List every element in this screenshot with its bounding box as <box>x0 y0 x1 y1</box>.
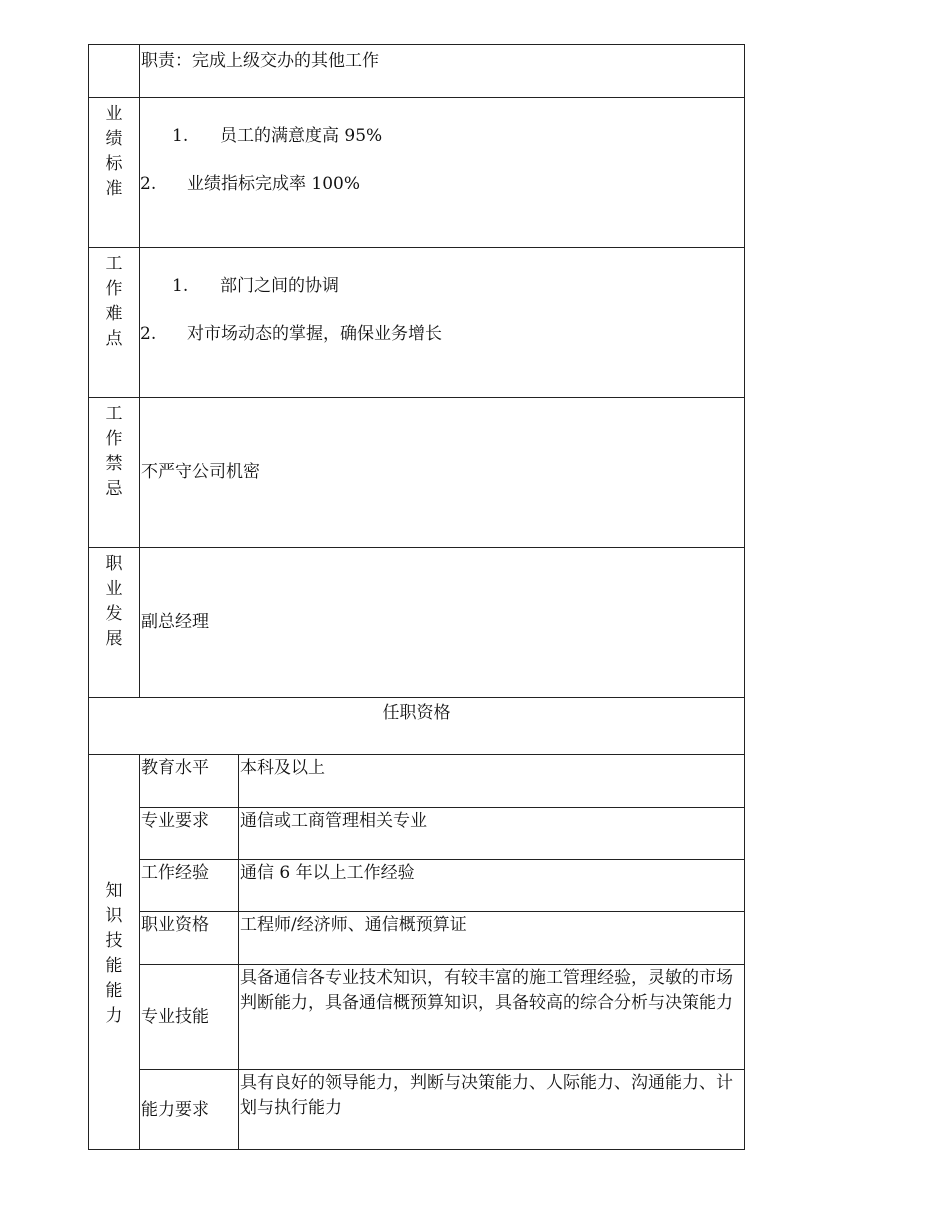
difficulty-content-cell <box>140 248 745 398</box>
table-row <box>89 1070 745 1150</box>
list-item-number: 1. <box>172 126 189 146</box>
list-item-number: 2. <box>140 324 157 344</box>
list-item-text: 部门之间的协调 <box>220 276 339 296</box>
qualification-row-value: 本科及以上 <box>239 755 745 808</box>
taboo-label-cell <box>89 398 140 548</box>
qualification-group-label: 知识技能能力 <box>105 881 123 1026</box>
taboo-content-cell <box>140 398 745 548</box>
table-row <box>89 860 745 912</box>
table-row <box>89 965 745 1070</box>
taboo-row <box>89 398 745 548</box>
duty-text: 职责：完成上级交办的其他工作 <box>141 51 379 71</box>
duty-content-cell <box>140 45 745 98</box>
career-label: 职业发展 <box>105 554 123 649</box>
qualification-row-label: 职业资格 <box>140 912 239 965</box>
qualification-group-label-cell <box>89 755 140 1150</box>
table-row <box>89 808 745 860</box>
difficulty-label: 工作难点 <box>105 254 123 349</box>
qualification-row-label: 能力要求 <box>140 1070 239 1150</box>
list-item <box>140 172 744 202</box>
career-label-cell <box>89 548 140 698</box>
career-content-cell <box>140 548 745 698</box>
list-item-text: 对市场动态的掌握，确保业务增长 <box>187 324 442 344</box>
qualification-row-value: 通信 6 年以上工作经验 <box>239 860 745 912</box>
list-item <box>140 124 744 172</box>
difficulty-label-cell <box>89 248 140 398</box>
qualification-row-value: 具有良好的领导能力，判断与决策能力、人际能力、沟通能力、计划与执行能力 <box>239 1070 745 1150</box>
qualification-title: 任职资格 <box>89 698 745 755</box>
difficulty-list <box>140 248 744 352</box>
performance-label: 业绩标准 <box>105 104 123 199</box>
qualification-row-label: 教育水平 <box>140 755 239 808</box>
performance-list <box>140 98 744 202</box>
table-row <box>89 755 745 808</box>
performance-row <box>89 98 745 248</box>
qualification-row-value: 具备通信各专业技术知识，有较丰富的施工管理经验，灵敏的市场判断能力，具备通信概预算知识，具备较高的综合分析与决策能力 <box>239 965 745 1070</box>
qualification-row-value: 工程师/经济师、通信概预算证 <box>239 912 745 965</box>
list-item <box>140 322 744 352</box>
qualification-header-row <box>89 698 745 755</box>
performance-label-cell <box>89 98 140 248</box>
list-item-text: 员工的满意度高 95% <box>220 126 383 146</box>
taboo-text: 不严守公司机密 <box>141 462 260 482</box>
list-item-text: 业绩指标完成率 100% <box>187 174 361 194</box>
career-row <box>89 548 745 698</box>
taboo-label: 工作禁忌 <box>105 404 123 499</box>
qualification-row-label: 工作经验 <box>140 860 239 912</box>
list-item-number: 2. <box>140 174 157 194</box>
difficulty-row <box>89 248 745 398</box>
list-item <box>140 274 744 322</box>
performance-content-cell <box>140 98 745 248</box>
career-text: 副总经理 <box>141 612 209 632</box>
qualification-row-label: 专业要求 <box>140 808 239 860</box>
job-description-table <box>88 44 745 1150</box>
duty-row <box>89 45 745 98</box>
duty-label-cell <box>89 45 140 98</box>
qualification-row-value: 通信或工商管理相关专业 <box>239 808 745 860</box>
list-item-number: 1. <box>172 276 189 296</box>
qualification-row-label: 专业技能 <box>140 965 239 1070</box>
table-row <box>89 912 745 965</box>
